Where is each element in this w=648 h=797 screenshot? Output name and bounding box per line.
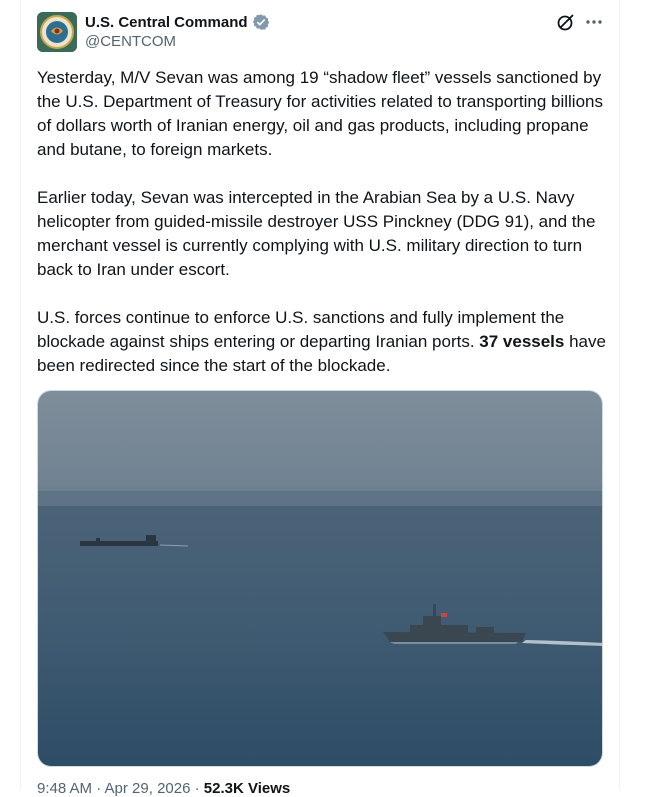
verified-badge-icon <box>252 13 270 31</box>
tweet-paragraph-2: Earlier today, Sevan was intercepted in the Arabian Sea by a U.S. Navy helicopter from guided-missile destroyer USS Pinckney (DDG 91), and the merchant vessel is currently complying with U.S. military direction to turn back to Iran under escort. <box>37 188 596 279</box>
tweet-timestamp[interactable]: 9:48 AM · Apr 29, 2026 · <box>37 780 200 797</box>
photo-navy-ships-icon <box>38 391 603 767</box>
avatar[interactable] <box>37 12 77 52</box>
display-name[interactable]: U.S. Central Command <box>85 13 248 31</box>
author-handle[interactable]: @CENTCOM <box>85 33 177 50</box>
grok-icon[interactable] <box>556 12 576 32</box>
view-count: 52.3K Views <box>203 780 291 797</box>
vessel-count: 37 vessels <box>479 332 565 351</box>
tweet-text <box>37 66 612 402</box>
tweet-paragraph-3-start: U.S. forces continue to enforce U.S. sanctions and fully implement the blockade against ships entering or departing Iranian ports. <box>37 308 565 351</box>
tweet-photo[interactable] <box>37 390 603 767</box>
tweet-paragraph-1: Yesterday, M/V Sevan was among 19 “shadow fleet” vessels sanctioned by the U.S. Department of Treasury for activities related to transporting billions of dollars worth of Iranian energy, oil and gas products, including propane and butane, to foreign markets. <box>37 68 603 159</box>
more-options-icon[interactable] <box>584 12 604 32</box>
centcom-seal-icon <box>37 12 77 52</box>
tweet-meta <box>37 780 290 797</box>
tweet-paragraph-3 <box>37 306 612 378</box>
author-name-row[interactable] <box>85 13 270 31</box>
tweet-paragraph-3-end: have been redirected since the start of the blockade. <box>37 332 606 375</box>
